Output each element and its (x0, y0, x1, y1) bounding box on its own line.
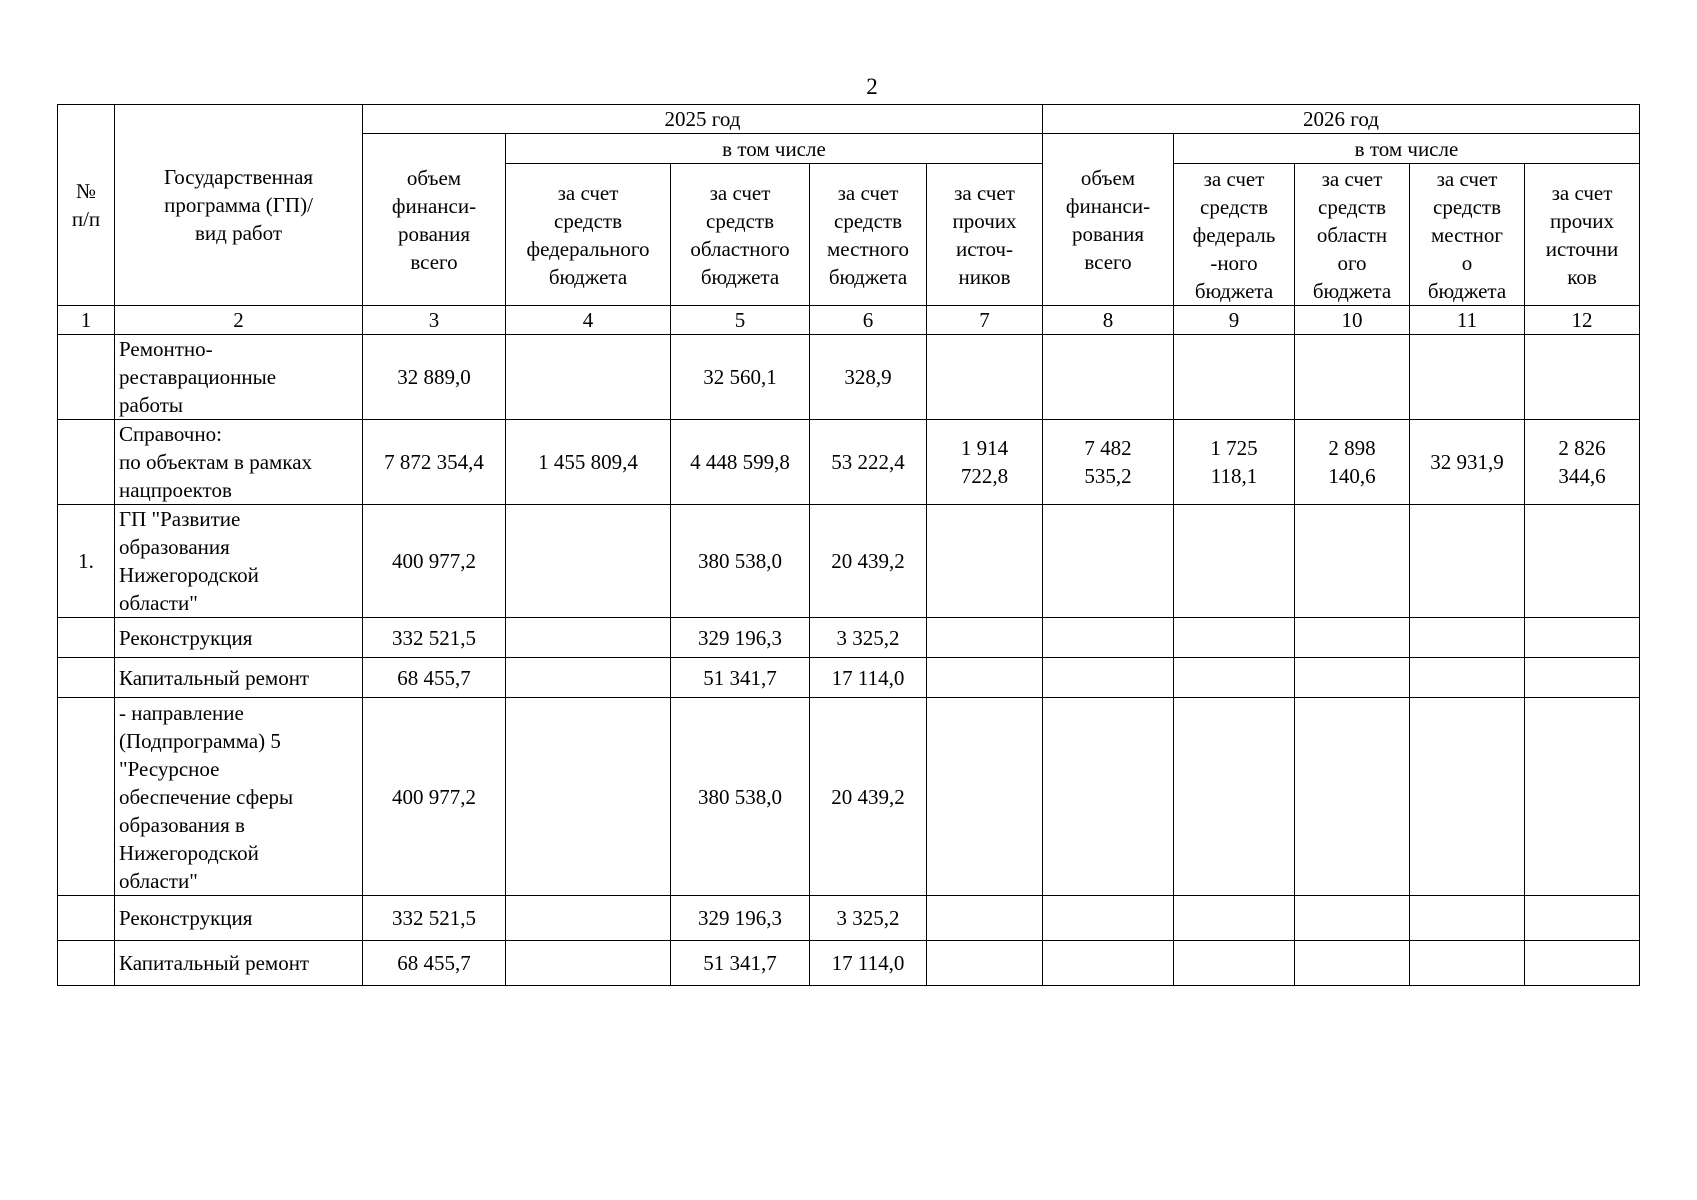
cell-2025-local: 17 114,0 (810, 941, 927, 986)
cell-2026-federal (1174, 505, 1295, 618)
cell-2026-other (1525, 505, 1640, 618)
row-number (58, 896, 115, 941)
header-program: Государственная программа (ГП)/ вид работ (115, 105, 363, 306)
cell-2026-other (1525, 941, 1640, 986)
cell-2026-federal (1174, 941, 1295, 986)
row-name: Капитальный ремонт (115, 941, 363, 986)
table-row (58, 505, 1640, 618)
table-row (58, 618, 1640, 658)
cell-2025-other (927, 618, 1043, 658)
column-number: 9 (1174, 306, 1295, 335)
cell-2025-regional: 4 448 599,8 (671, 420, 810, 505)
cell-2025-federal (506, 896, 671, 941)
cell-2025-regional: 380 538,0 (671, 505, 810, 618)
page-number: 2 (866, 74, 878, 99)
cell-2025-local: 53 222,4 (810, 420, 927, 505)
table-body (58, 335, 1640, 986)
column-number: 8 (1043, 306, 1174, 335)
cell-2025-local: 20 439,2 (810, 505, 927, 618)
cell-2026-local (1410, 658, 1525, 698)
cell-2026-local (1410, 505, 1525, 618)
cell-2026-regional (1295, 505, 1410, 618)
cell-2026-total (1043, 941, 1174, 986)
column-number: 2 (115, 306, 363, 335)
cell-2026-total (1043, 335, 1174, 420)
cell-2026-local: 32 931,9 (1410, 420, 1525, 505)
cell-2025-regional: 32 560,1 (671, 335, 810, 420)
cell-2026-local (1410, 941, 1525, 986)
cell-2026-total (1043, 618, 1174, 658)
header-2026-regional: за счет средств областн ого бюджета (1295, 164, 1410, 306)
table-row (58, 420, 1640, 505)
cell-2025-total: 400 977,2 (363, 505, 506, 618)
table-header (58, 105, 1640, 335)
cell-2026-local (1410, 896, 1525, 941)
table-row (58, 698, 1640, 896)
cell-2025-total: 400 977,2 (363, 698, 506, 896)
row-number (58, 618, 115, 658)
cell-2025-federal (506, 618, 671, 658)
row-name: Ремонтно- реставрационные работы (115, 335, 363, 420)
header-2026-including: в том числе (1174, 134, 1640, 164)
row-number (58, 420, 115, 505)
table-row (58, 896, 1640, 941)
cell-2026-total (1043, 896, 1174, 941)
cell-2025-regional: 329 196,3 (671, 618, 810, 658)
column-number: 11 (1410, 306, 1525, 335)
header-2025-total: объем финанси- рования всего (363, 134, 506, 306)
column-number: 7 (927, 306, 1043, 335)
cell-2026-other (1525, 618, 1640, 658)
cell-2026-total: 7 482 535,2 (1043, 420, 1174, 505)
cell-2025-local: 17 114,0 (810, 658, 927, 698)
column-number: 4 (506, 306, 671, 335)
column-number: 6 (810, 306, 927, 335)
cell-2026-regional: 2 898 140,6 (1295, 420, 1410, 505)
header-2025-federal: за счет средств федерального бюджета (506, 164, 671, 306)
cell-2026-regional (1295, 658, 1410, 698)
cell-2026-local (1410, 335, 1525, 420)
cell-2026-total (1043, 658, 1174, 698)
cell-2025-local: 20 439,2 (810, 698, 927, 896)
cell-2025-federal (506, 698, 671, 896)
cell-2025-total: 7 872 354,4 (363, 420, 506, 505)
cell-2026-local (1410, 618, 1525, 658)
row-name: Реконструкция (115, 618, 363, 658)
cell-2025-federal (506, 335, 671, 420)
cell-2026-federal (1174, 698, 1295, 896)
cell-2026-total (1043, 698, 1174, 896)
cell-2025-other: 1 914 722,8 (927, 420, 1043, 505)
header-2026-other: за счет прочих источни ков (1525, 164, 1640, 306)
cell-2025-local: 328,9 (810, 335, 927, 420)
cell-2025-federal (506, 505, 671, 618)
row-name: ГП "Развитие образования Нижегородской области" (115, 505, 363, 618)
row-number: 1. (58, 505, 115, 618)
cell-2026-federal (1174, 618, 1295, 658)
header-2025-regional: за счет средств областного бюджета (671, 164, 810, 306)
column-number: 1 (58, 306, 115, 335)
cell-2026-regional (1295, 335, 1410, 420)
cell-2026-federal (1174, 658, 1295, 698)
cell-2025-federal: 1 455 809,4 (506, 420, 671, 505)
cell-2025-other (927, 658, 1043, 698)
cell-2025-federal (506, 658, 671, 698)
column-number-row (58, 306, 1640, 335)
cell-2026-regional (1295, 698, 1410, 896)
cell-2026-other (1525, 698, 1640, 896)
cell-2025-total: 332 521,5 (363, 896, 506, 941)
row-number (58, 941, 115, 986)
cell-2025-other (927, 698, 1043, 896)
header-2025-including: в том числе (506, 134, 1043, 164)
cell-2025-total: 32 889,0 (363, 335, 506, 420)
row-name: Реконструкция (115, 896, 363, 941)
column-number: 5 (671, 306, 810, 335)
column-number: 10 (1295, 306, 1410, 335)
cell-2026-federal: 1 725 118,1 (1174, 420, 1295, 505)
cell-2025-regional: 51 341,7 (671, 941, 810, 986)
header-year-2026: 2026 год (1043, 105, 1640, 134)
table-row (58, 941, 1640, 986)
cell-2025-total: 68 455,7 (363, 658, 506, 698)
column-number: 3 (363, 306, 506, 335)
header-number: № п/п (58, 105, 115, 306)
cell-2026-local (1410, 698, 1525, 896)
cell-2025-regional: 329 196,3 (671, 896, 810, 941)
cell-2025-total: 332 521,5 (363, 618, 506, 658)
cell-2025-total: 68 455,7 (363, 941, 506, 986)
row-name: - направление (Подпрограмма) 5 "Ресурсное обеспечение сферы образования в Нижегородской области" (115, 698, 363, 896)
header-2026-federal: за счет средств федераль -ного бюджета (1174, 164, 1295, 306)
header-2025-other: за счет прочих источ- ников (927, 164, 1043, 306)
cell-2025-federal (506, 941, 671, 986)
cell-2026-regional (1295, 618, 1410, 658)
cell-2026-regional (1295, 896, 1410, 941)
cell-2026-regional (1295, 941, 1410, 986)
cell-2025-regional: 51 341,7 (671, 658, 810, 698)
row-number (58, 698, 115, 896)
column-number: 12 (1525, 306, 1640, 335)
cell-2025-other (927, 896, 1043, 941)
row-number (58, 335, 115, 420)
header-2026-total: объем финанси- рования всего (1043, 134, 1174, 306)
table-row (58, 335, 1640, 420)
table-row (58, 658, 1640, 698)
cell-2026-other (1525, 896, 1640, 941)
row-name: Капитальный ремонт (115, 658, 363, 698)
cell-2026-federal (1174, 335, 1295, 420)
cell-2026-other (1525, 335, 1640, 420)
cell-2025-other (927, 941, 1043, 986)
row-name: Справочно: по объектам в рамках нацпроектов (115, 420, 363, 505)
cell-2025-regional: 380 538,0 (671, 698, 810, 896)
cell-2026-federal (1174, 896, 1295, 941)
cell-2026-other (1525, 658, 1640, 698)
budget-table (57, 104, 1640, 986)
cell-2026-total (1043, 505, 1174, 618)
cell-2025-local: 3 325,2 (810, 618, 927, 658)
cell-2025-local: 3 325,2 (810, 896, 927, 941)
cell-2025-other (927, 505, 1043, 618)
cell-2025-other (927, 335, 1043, 420)
header-2026-local: за счет средств местног о бюджета (1410, 164, 1525, 306)
header-2025-local: за счет средств местного бюджета (810, 164, 927, 306)
header-year-2025: 2025 год (363, 105, 1043, 134)
cell-2026-other: 2 826 344,6 (1525, 420, 1640, 505)
row-number (58, 658, 115, 698)
